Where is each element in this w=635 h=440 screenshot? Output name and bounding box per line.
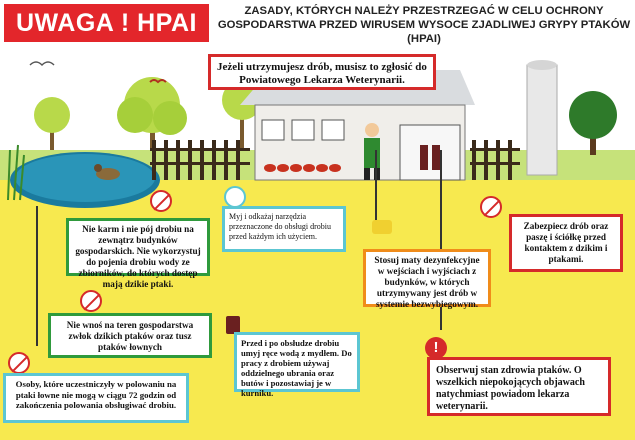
rule-disinfect-tools: Myj i odkażaj narzędzia przeznaczone do obsługi drobiu przed każdym ich użyciem. bbox=[222, 206, 346, 252]
no-feeding-icon bbox=[150, 190, 172, 212]
headline: ZASADY, KTÓRYCH NALEŻY PRZESTRZEGAĆ W CELU OCHRONY GOSPODARSTWA PRZED WIRUSEM WYSOCE ZJADLIWEJ GRYPY PTAKÓW (HPAI) bbox=[217, 5, 631, 45]
hand-sanitizer-icon bbox=[224, 186, 246, 208]
rule-observe: Obserwuj stan zdrowia ptaków. O wszelkich niepokojących objawach natychmiast powiadom lekarza weterynarii. bbox=[427, 357, 611, 416]
connector-line bbox=[375, 150, 377, 220]
page-title: UWAGA ! HPAI bbox=[4, 4, 209, 42]
rule-no-carcasses: Nie wnoś na teren gospodarstwa zwłok dzikich ptaków oraz tusz ptaków łownych bbox=[48, 313, 212, 358]
connector-line bbox=[36, 206, 38, 346]
no-carcass-icon bbox=[80, 290, 102, 312]
rule-mats: Stosuj maty dezynfekcyjne w wejściach i wyjściach z budynków, w których utrzymywany jest drób w systemie bezwybiegowym. bbox=[363, 249, 491, 307]
no-hunting-icon bbox=[8, 352, 30, 374]
tree-icon bbox=[117, 77, 187, 150]
report-box: Jeżeli utrzymujesz drób, musisz to zgłosić do Powiatowego Lekarza Weterynarii. bbox=[208, 54, 436, 90]
rule-hunters: Osoby, które uczestniczyły w polowaniu na ptaki łowne nie mogą w ciągu 72 godzin od zakończenia polowania obsługiwać drobiu. bbox=[3, 373, 189, 423]
warning-icon: ! bbox=[425, 337, 447, 359]
silo bbox=[527, 60, 557, 175]
rule-wash-hands: Przed i po obsłudze drobiu umyj ręce wodą z mydłem. Do pracy z drobiem używaj oddzielnego ubrania oraz butów i pozostawiaj je w kurniku. bbox=[234, 332, 360, 392]
no-birds-icon bbox=[480, 196, 502, 218]
rule-feed-inside: Nie karm i nie pój drobiu na zewnątrz budynków gospodarskich. Nie wykorzystuj do pojenia drobiu wody ze zbiorników, do których dostęp mają dzikie ptaki. bbox=[66, 218, 210, 276]
mat-icon bbox=[372, 220, 392, 234]
rule-secure-food: Zabezpiecz drób oraz paszę i ściółkę przed kontaktem z dzikim i ptakami. bbox=[509, 214, 623, 272]
